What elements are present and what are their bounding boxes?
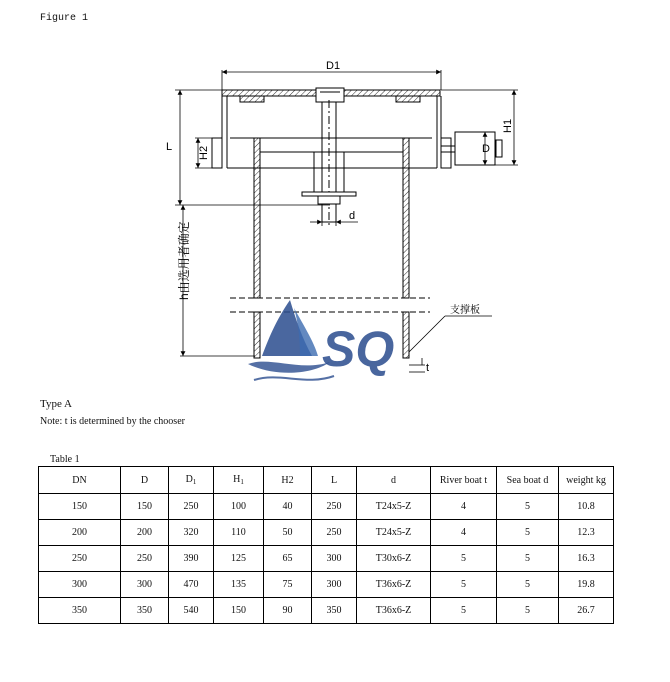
table-cell: 540 — [169, 598, 214, 624]
table-cell: 100 — [214, 494, 264, 520]
header-river-boat-t: River boat t — [431, 467, 497, 494]
table-cell: 5 — [497, 598, 559, 624]
table-cell: 250 — [121, 546, 169, 572]
note-text: Note: t is determined by the chooser — [40, 416, 185, 427]
table-cell: T30x6-Z — [357, 546, 431, 572]
table-cell: 300 — [312, 572, 357, 598]
table-cell: 26.7 — [559, 598, 614, 624]
table-cell: 150 — [121, 494, 169, 520]
table-cell: 5 — [497, 546, 559, 572]
table-cell: 350 — [312, 598, 357, 624]
table-cell: T36x6-Z — [357, 598, 431, 624]
table-cell: 150 — [214, 598, 264, 624]
table-cell: 75 — [264, 572, 312, 598]
header-dn: DN — [39, 467, 121, 494]
table-cell: 5 — [497, 494, 559, 520]
label-d-upper: D — [482, 143, 490, 155]
table-cell: 250 — [39, 546, 121, 572]
table-cell: 250 — [169, 494, 214, 520]
header-sea-boat-d: Sea boat d — [497, 467, 559, 494]
table-cell: 5 — [497, 520, 559, 546]
table-cell: 200 — [121, 520, 169, 546]
table-row — [39, 598, 614, 624]
table-cell: 5 — [431, 546, 497, 572]
table-row — [39, 572, 614, 598]
table-row — [39, 494, 614, 520]
header-weight: weight kg — [559, 467, 614, 494]
table-cell: 5 — [431, 598, 497, 624]
label-support-plate: 支撑板 — [450, 305, 480, 316]
table-cell: 65 — [264, 546, 312, 572]
side-actuator — [441, 132, 502, 165]
table-cell: 300 — [39, 572, 121, 598]
table-cell: 200 — [39, 520, 121, 546]
table-cell: 5 — [497, 572, 559, 598]
table-cell: 5 — [431, 572, 497, 598]
table-cell: 350 — [39, 598, 121, 624]
table-cell: T36x6-Z — [357, 572, 431, 598]
table-cell: 12.3 — [559, 520, 614, 546]
table-cell: 135 — [214, 572, 264, 598]
header-h2: H2 — [264, 467, 312, 494]
table-cell: 50 — [264, 520, 312, 546]
table-cell: 250 — [312, 494, 357, 520]
table-cell: 320 — [169, 520, 214, 546]
top-flange — [222, 88, 440, 102]
label-d1: D1 — [326, 60, 341, 72]
header-h1: $H_1$ — [214, 467, 264, 494]
label-h2: H2 — [198, 145, 210, 160]
spec-table — [38, 466, 614, 624]
type-label: Type A — [40, 398, 72, 410]
upper-shell — [212, 96, 451, 168]
label-h-note: h由选用者确定 — [177, 221, 191, 300]
figure-title: Figure 1 — [40, 13, 89, 24]
label-l: L — [166, 141, 173, 153]
header-l: L — [312, 467, 357, 494]
table-row — [39, 546, 614, 572]
table-header-row — [39, 467, 614, 494]
table-cell: T24x5-Z — [357, 494, 431, 520]
table-cell: 300 — [312, 546, 357, 572]
table-cell: T24x5-Z — [357, 520, 431, 546]
table-cell: 110 — [214, 520, 264, 546]
table-title: Table 1 — [50, 454, 80, 465]
table-cell: 4 — [431, 520, 497, 546]
center-stem — [302, 100, 356, 226]
header-d1: $D_1$ — [169, 467, 214, 494]
table-row — [39, 520, 614, 546]
table-body — [39, 494, 614, 624]
header-d: D — [121, 467, 169, 494]
header-thread-d: d — [357, 467, 431, 494]
label-h1: H1 — [502, 118, 514, 133]
table-cell: 40 — [264, 494, 312, 520]
table-cell: 16.3 — [559, 546, 614, 572]
table-cell: 350 — [121, 598, 169, 624]
label-d-stem: d — [349, 210, 356, 222]
table-cell: 19.8 — [559, 572, 614, 598]
table-cell: 300 — [121, 572, 169, 598]
table-cell: 4 — [431, 494, 497, 520]
table-cell: 90 — [264, 598, 312, 624]
table-cell: 10.8 — [559, 494, 614, 520]
label-t: t — [426, 362, 430, 374]
table-cell: 470 — [169, 572, 214, 598]
table-cell: 125 — [214, 546, 264, 572]
watermark-text: SQ — [322, 321, 395, 377]
table-cell: 150 — [39, 494, 121, 520]
table-cell: 390 — [169, 546, 214, 572]
table-cell: 250 — [312, 520, 357, 546]
